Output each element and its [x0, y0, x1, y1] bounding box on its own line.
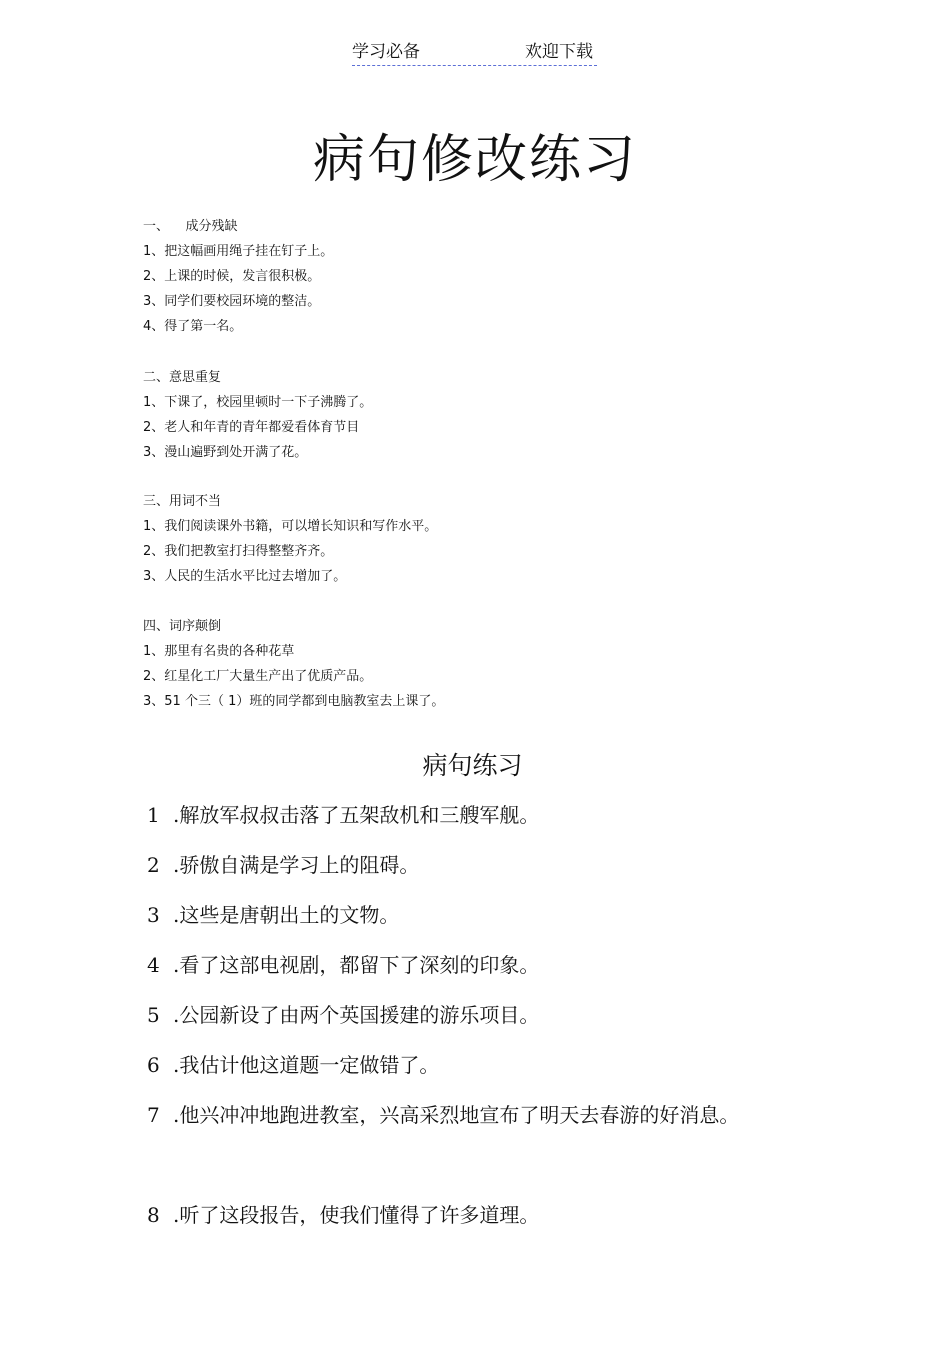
list-item: 3、同学们要校园环境的整洁。 — [143, 294, 321, 309]
section-heading: 一、 成分残缺 — [143, 219, 238, 234]
list-item: 4、得了第一名。 — [143, 319, 243, 334]
section-2 — [143, 365, 743, 465]
section-1 — [143, 214, 743, 339]
question-item — [143, 990, 539, 1040]
question-text: .解放军叔叔击落了五架敌机和三艘军舰。 — [173, 803, 540, 827]
question-number: 8 — [147, 1203, 160, 1227]
question-number: 7 — [147, 1103, 160, 1127]
question-item — [143, 1040, 439, 1090]
question-text: .我估计他这道题一定做错了。 — [173, 1053, 440, 1077]
section-4 — [143, 614, 743, 714]
question-number: 1 — [147, 803, 160, 827]
list-item: 3、人民的生活水平比过去增加了。 — [143, 569, 347, 584]
list-item: 1、下课了，校园里顿时一下子沸腾了。 — [143, 395, 373, 410]
section-heading: 二、意思重复 — [143, 370, 222, 385]
list-item: 2、上课的时候，发言很积极。 — [143, 269, 321, 284]
section-heading: 四、词序颠倒 — [143, 619, 222, 634]
section-3 — [143, 489, 743, 589]
list-item: 3、51 个三（ 1）班的同学都到电脑教室去上课了。 — [143, 694, 445, 709]
list-item: 2、我们把教室打扫得整整齐齐。 — [143, 544, 334, 559]
question-number: 4 — [147, 953, 160, 977]
question-number: 5 — [147, 1003, 160, 1027]
subtitle: 病句练习 — [422, 751, 523, 780]
list-item: 1、把这幅画用绳子挂在钉子上。 — [143, 244, 334, 259]
question-number: 3 — [147, 903, 160, 927]
list-item: 1、那里有名贵的各种花草 — [143, 644, 295, 659]
question-text: .骄傲自满是学习上的阻碍。 — [173, 853, 420, 877]
question-item — [143, 840, 419, 890]
question-number: 2 — [147, 853, 160, 877]
list-item: 2、老人和年青的青年都爱看体育节目 — [143, 420, 360, 435]
section-heading: 三、用词不当 — [143, 494, 222, 509]
question-item — [143, 1090, 763, 1140]
question-text: .公园新设了由两个英国援建的游乐项目。 — [173, 1003, 540, 1027]
list-item: 2、红星化工厂大量生产出了优质产品。 — [143, 669, 373, 684]
question-text: .看了这部电视剧，都留下了深刻的印象。 — [173, 953, 540, 977]
list-item: 1、我们阅读课外书籍，可以增长知识和写作水平。 — [143, 519, 438, 534]
list-item: 3、漫山遍野到处开满了花。 — [143, 445, 308, 460]
question-item — [143, 790, 539, 840]
question-text: .他兴冲冲地跑进教室，兴高采烈地宣布了明天去春游的好消息。 — [173, 1103, 740, 1127]
page-header — [352, 40, 597, 66]
question-number: 6 — [147, 1053, 160, 1077]
question-item — [143, 940, 539, 990]
question-item — [143, 1190, 539, 1240]
header-right-text: 欢迎下载 — [525, 42, 593, 62]
question-text: .听了这段报告，使我们懂得了许多道理。 — [173, 1203, 540, 1227]
question-text: .这些是唐朝出土的文物。 — [173, 903, 400, 927]
question-item — [143, 890, 399, 940]
page-title: 病句修改练习 — [312, 130, 637, 190]
header-left-text: 学习必备 — [352, 42, 420, 62]
